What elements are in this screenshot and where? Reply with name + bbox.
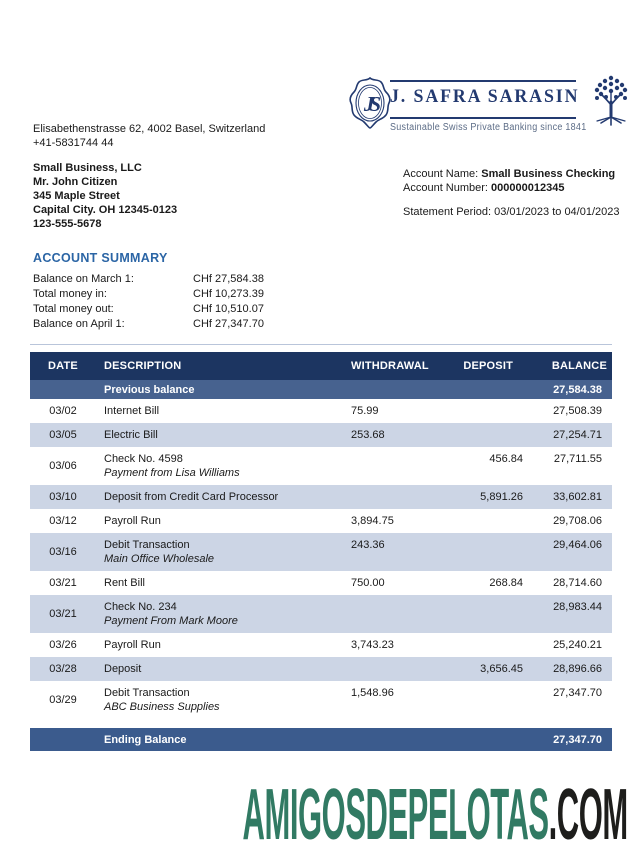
tx-withdrawal: 253.68 — [351, 429, 385, 441]
tx-withdrawal — [345, 595, 432, 633]
account-name-label: Account Name: — [403, 168, 482, 180]
transaction-row — [30, 423, 612, 447]
tx-description — [96, 399, 345, 423]
js-monogram-crest-icon — [347, 77, 393, 129]
customer-name: Small Business, LLC — [33, 162, 142, 174]
customer-city: Capital City. OH 12345-0123 — [33, 204, 178, 216]
tx-desc-line: Rent Bill — [104, 577, 145, 589]
summary-value: CHf 10,510.07 — [193, 302, 264, 315]
tx-withdrawal — [345, 447, 432, 485]
tx-deposit: 5,891.26 — [480, 491, 523, 503]
tx-desc-line: Payroll Run — [104, 639, 161, 651]
tx-balance: 27,711.55 — [553, 453, 602, 465]
watermark — [242, 774, 628, 843]
tx-date: 03/26 — [49, 639, 77, 651]
tx-description — [96, 423, 345, 447]
tx-withdrawal: 243.36 — [351, 539, 385, 551]
tx-description — [96, 571, 345, 595]
previous-balance-row — [30, 380, 612, 399]
tx-desc-line: Deposit from Credit Card Processor — [104, 491, 279, 503]
tree-icon — [591, 72, 631, 130]
transaction-row — [30, 657, 612, 681]
tx-balance: 28,714.60 — [553, 577, 602, 589]
tx-deposit — [432, 633, 525, 657]
tx-description — [96, 657, 345, 681]
tx-balance: 33,602.81 — [553, 491, 602, 503]
tx-withdrawal: 3,894.75 — [351, 515, 394, 527]
tx-description — [96, 509, 345, 533]
tx-deposit — [432, 533, 525, 571]
tx-desc-line: Debit Transaction — [104, 687, 190, 699]
previous-balance-withdrawal — [345, 380, 432, 399]
tx-note-line: Payment from Lisa Williams — [104, 467, 240, 479]
tx-deposit: 456.84 — [489, 453, 523, 465]
summary-label: Balance on April 1: — [33, 317, 125, 330]
tx-deposit — [432, 595, 525, 633]
tx-deposit: 268.84 — [489, 577, 523, 589]
previous-balance-date — [30, 380, 96, 399]
ending-balance-label: Ending Balance — [104, 733, 187, 746]
transaction-row — [30, 681, 612, 719]
bank-address-line: Elisabethenstrasse 62, 4002 Basel, Switzerland — [33, 123, 266, 135]
header-deposit: DEPOSIT — [463, 360, 513, 372]
tx-balance: 27,254.71 — [553, 429, 602, 441]
transaction-row — [30, 485, 612, 509]
tx-desc-line: Deposit — [104, 663, 142, 675]
header-date: DATE — [48, 360, 78, 372]
transaction-row — [30, 509, 612, 533]
transactions-table — [30, 352, 612, 751]
summary-label: Total money in: — [33, 287, 107, 300]
watermark-tld: .COM — [548, 774, 628, 843]
tx-deposit — [432, 681, 525, 719]
logo-rule-bottom — [390, 117, 576, 119]
tx-deposit — [432, 399, 525, 423]
tx-balance: 28,983.44 — [553, 601, 602, 613]
tx-date: 03/10 — [49, 491, 77, 503]
account-number-value: 000000012345 — [491, 182, 565, 194]
statement-period: Statement Period: 03/01/2023 to 04/01/2023 — [403, 206, 620, 218]
previous-balance-value: 27,584.38 — [553, 383, 602, 396]
tx-balance: 27,508.39 — [553, 405, 602, 417]
tx-desc-line: Check No. 234 — [104, 601, 177, 613]
tx-deposit — [432, 509, 525, 533]
summary-row — [33, 301, 264, 316]
tx-withdrawal — [345, 657, 432, 681]
account-info-block — [403, 167, 620, 219]
summary-value: CHf 10,273.39 — [193, 287, 264, 300]
tx-deposit — [432, 423, 525, 447]
summary-value: CHf 27,347.70 — [193, 317, 264, 330]
ending-balance-value: 27,347.70 — [553, 733, 602, 746]
bank-address-block — [33, 122, 265, 150]
tx-description — [96, 595, 345, 633]
watermark-site-name: AMIGOSDEPELOTAS — [242, 774, 549, 843]
summary-value: CHf 27,584.38 — [193, 272, 264, 285]
summary-label: Balance on March 1: — [33, 272, 134, 285]
tx-desc-line: Debit Transaction — [104, 539, 190, 551]
transactions-header-row — [30, 352, 612, 380]
summary-label: Total money out: — [33, 302, 114, 315]
ending-balance-withdrawal — [345, 728, 432, 751]
tx-balance: 29,708.06 — [553, 515, 602, 527]
svg-text:JS: JS — [363, 92, 377, 116]
tx-date: 03/05 — [49, 429, 77, 441]
table-top-rule — [30, 344, 612, 345]
tx-desc-line: Internet Bill — [104, 405, 160, 417]
header-balance: BALANCE — [551, 360, 607, 372]
tx-withdrawal: 75.99 — [351, 405, 379, 417]
tx-desc-line: Electric Bill — [104, 429, 158, 441]
ending-balance-deposit — [432, 728, 525, 751]
tx-balance: 27,347.70 — [553, 687, 602, 699]
summary-row — [33, 271, 264, 286]
tx-description — [96, 447, 345, 485]
account-number-label: Account Number: — [403, 182, 492, 194]
transaction-row — [30, 595, 612, 633]
tx-withdrawal: 3,743.23 — [351, 639, 394, 651]
previous-balance-label: Previous balance — [104, 383, 195, 396]
bank-tagline: Sustainable Swiss Private Banking since 1841 — [390, 122, 587, 133]
account-name-line — [403, 167, 620, 181]
tx-desc-line: Payroll Run — [104, 515, 161, 527]
tx-description — [96, 681, 345, 719]
header-description: DESCRIPTION — [104, 360, 182, 372]
tx-withdrawal — [345, 485, 432, 509]
account-summary-table — [33, 271, 264, 331]
tx-description — [96, 533, 345, 571]
account-summary-title: ACCOUNT SUMMARY — [33, 251, 168, 265]
tx-date: 03/21 — [49, 608, 77, 620]
account-name-value: Small Business Checking — [481, 168, 616, 180]
tx-date: 03/16 — [49, 546, 77, 558]
account-number-line — [403, 181, 620, 195]
tx-description — [96, 485, 345, 509]
tx-withdrawal: 750.00 — [351, 577, 385, 589]
previous-balance-deposit — [432, 380, 525, 399]
ending-balance-row — [30, 728, 612, 751]
ending-balance-date — [30, 728, 96, 751]
tx-note-line: ABC Business Supplies — [104, 701, 220, 713]
bank-logo-text: J. SAFRA SARASIN — [390, 86, 580, 107]
tx-note-line: Payment From Mark Moore — [104, 615, 238, 627]
tx-date: 03/12 — [49, 515, 77, 527]
tx-date: 03/21 — [49, 577, 77, 589]
customer-street: 345 Maple Street — [33, 190, 120, 202]
header-withdrawal: WITHDRAWAL — [351, 360, 429, 372]
transaction-row — [30, 533, 612, 571]
tx-withdrawal: 1,548.96 — [351, 687, 394, 699]
tx-balance: 29,464.06 — [553, 539, 602, 551]
tx-date: 03/29 — [49, 694, 77, 706]
summary-row — [33, 286, 264, 301]
transaction-row — [30, 447, 612, 485]
tx-description — [96, 633, 345, 657]
transaction-row — [30, 571, 612, 595]
tx-desc-line: Check No. 4598 — [104, 453, 183, 465]
logo-rule-top — [390, 80, 576, 82]
tx-date: 03/28 — [49, 663, 77, 675]
tx-date: 03/06 — [49, 460, 77, 472]
transaction-row — [30, 633, 612, 657]
tx-date: 03/02 — [49, 405, 77, 417]
customer-contact: Mr. John Citizen — [33, 176, 118, 188]
tx-note-line: Main Office Wholesale — [104, 553, 215, 565]
summary-row — [33, 316, 264, 331]
tx-balance: 28,896.66 — [553, 663, 602, 675]
customer-phone: 123-555-5678 — [33, 218, 102, 230]
customer-address-block — [33, 161, 177, 231]
tx-deposit: 3,656.45 — [480, 663, 523, 675]
tx-balance: 25,240.21 — [553, 639, 602, 651]
transaction-rows — [30, 399, 612, 719]
transaction-row — [30, 399, 612, 423]
bank-phone: +41-5831744 44 — [33, 137, 114, 149]
